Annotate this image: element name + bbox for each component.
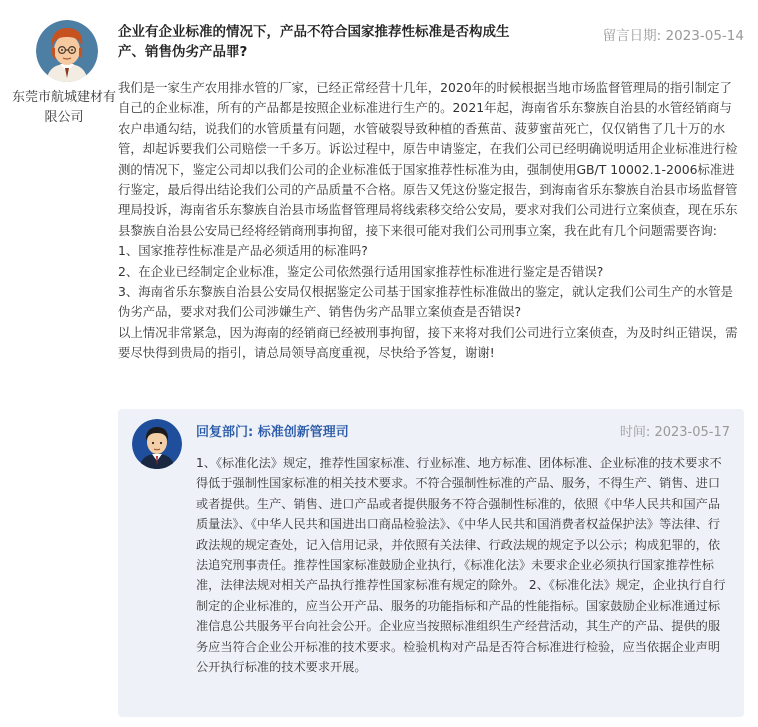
official-person-avatar-icon (132, 419, 182, 469)
question-title: 企业有企业标准的情况下，产品不符合国家推荐性标准是否构成生产、销售伪劣产品罪? (118, 24, 510, 60)
question-paragraph: 3、海南省乐东黎族自治县公安局仅根据鉴定公司基于国家推荐性标准做出的鉴定，就认定我们公司生产的水管是伪劣产品，要求对我们公司涉嫌生产、销售伪劣产品罪立案侦查是否错误? (118, 284, 734, 320)
reply-date-label: 时间: (619, 425, 651, 440)
reply-avatar (132, 419, 182, 469)
question-paragraph: 1、国家推荐性标准是产品必须适用的标准吗? (118, 243, 368, 259)
question-paragraph: 以上情况非常紧急，因为海南的经销商已经被刑事拘留，接下来将对我们公司进行立案侦查，为及时纠正错误，需要尽快得到贵局的指引，请总局领导高度重视，尽快给予答复，谢谢! (118, 324, 738, 361)
question-paragraph: 2、在企业已经制定企业标准，鉴定公司依然强行适用国家推荐性标准进行鉴定是否错误? (118, 263, 604, 279)
question-date-label: 留言日期: (602, 28, 662, 44)
question-body (118, 78, 744, 364)
asker-name: 东莞市航城建材有限公司 (11, 90, 116, 125)
reply-section (118, 409, 744, 717)
reply-date (620, 421, 730, 440)
question-paragraph: 我们是一家生产农用排水管的厂家，已经正常经营十几年，2020年的时候根据当地市场监督管理局的指引制定了自己的企业标准，所有的产品都是按照企业标准进行生产的。2021年起，海南省乐东黎族自治县的水管经销商与农户串通勾结，说我们的水管质量有问题，水管破裂导致种植的香蕉苗、菠萝蜜苗死亡，仅仅销售了几十万的水管，却起诉要我们公司赔偿一千多万。诉讼过程中，原告申请鉴定，在我们公司已经明确说明适用企业标准进行检测的情况下，鉴定公司却以我们公司的企业标准低于国家推荐性标准为由，强制使用GB/T 10002.1-2006标准进行鉴定，最后得出结论我们公司的产品质量不合格。原告又凭这份鉴定报告，到海南省乐东黎族自治县市场监督管理局投诉，海南省乐东黎族自治县市场监督管理局将线索移交给公安局，要求对我们公司进行立案侦查，现在乐东县黎族自治县公安局已经将经销商刑事拘留，接下来很可能对我们公司刑事立案，我在此有几个问题需要咨询: (118, 80, 738, 238)
reply-date-value: 2023-05-17 (654, 425, 730, 440)
cartoon-person-avatar-icon (36, 20, 98, 82)
asker-avatar (36, 20, 98, 82)
question-date (603, 24, 744, 44)
reply-body: 1、《标准化法》规定，推荐性国家标准、行业标准、地方标准、团体标准、企业标准的技术要求不得低于强制性国家标准的相关技术要求。不符合强制性标准的产品、服务，不得生产、销售、进口或者提供。生产、销售、进口产品或者提供服务不符合强制性标准的，依照《中华人民共和国产品质量法》、《中华人民共和国进出口商品检验法》、《中华人民共和国消费者权益保护法》等法律、行政法规的规定查处，记入信用记录，并依照有关法律、行政法规的规定予以公示；构成犯罪的，依法追究刑事责任。推荐性国家标准鼓励企业执行，《标准化法》未要求企业必须执行国家推荐性标准，法律法规对相关产品执行推荐性国家标准有规定的除外。 2、《标准化法》规定，企业执行自行制定的企业标准的，应当公开产品、服务的功能指标和产品的性能指标。国家鼓励企业标准通过标准信息公共服务平台向社会公开。企业应当按照标准组织生产经营活动，其生产的产品、提供的服务应当符合企业公开标准的技术要求。检验机构对产品是否符合标准进行检验，应当依据企业声明公开执行标准的技术要求开展。 (196, 456, 726, 675)
reply-department: 回复部门: 标准创新管理司 (196, 425, 349, 440)
question-date-value: 2023-05-14 (665, 28, 744, 44)
